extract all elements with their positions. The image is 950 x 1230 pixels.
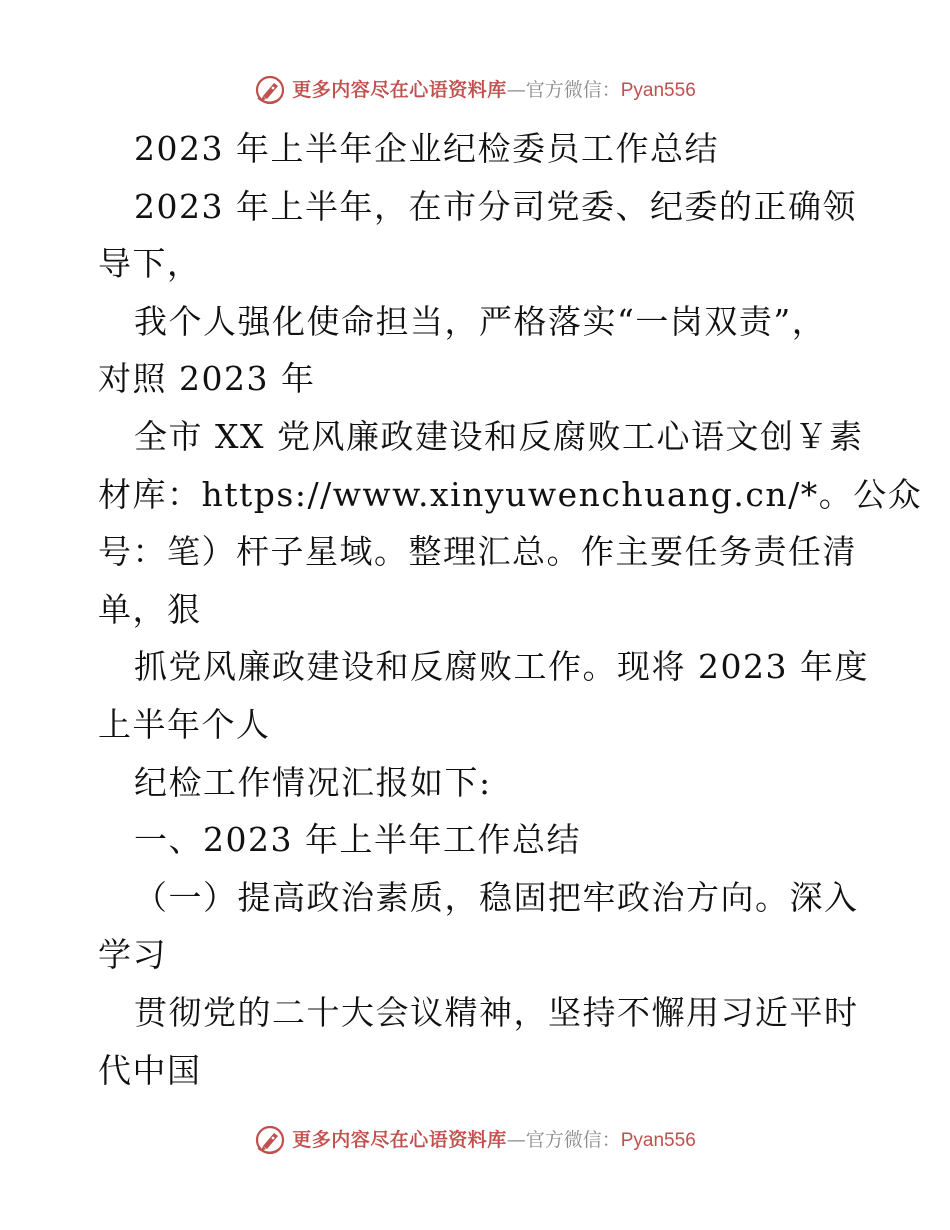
document-title: 2023 年上半年企业纪检委员工作总结 (134, 129, 719, 168)
pen-nib-logo-icon (254, 1124, 286, 1156)
pen-nib-logo-icon (254, 74, 286, 106)
paragraph-line: 2023 年上半年，在市分司党委、纪委的正确领 (134, 186, 857, 226)
banner-separator: — (506, 78, 526, 101)
paragraph-line: 全市 XX 党风廉政建设和反腐败工心语文创￥素 (134, 416, 864, 456)
contact-id: Pyan556 (620, 1129, 696, 1151)
paragraph-line: 导下， (98, 244, 202, 284)
paragraph-line: 材库：https://www.xinyuwenchuang.cn/*。公众 (98, 474, 923, 514)
paragraph-line: 纪检工作情况汇报如下: (134, 762, 492, 802)
paragraph-line: 对照 2023 年 (98, 359, 316, 399)
contact-id: Pyan556 (620, 79, 696, 101)
footer-banner (0, 1120, 950, 1160)
footer-banner-text (292, 1128, 696, 1151)
brand-name: 更多内容尽在心语资料库 (292, 1128, 507, 1151)
document-body (98, 120, 923, 1099)
paragraph-line: 学习 (98, 935, 167, 975)
paragraph-line: 号：笔）杆子星域。整理汇总。作主要任务责任清 (98, 532, 857, 572)
paragraph-line: 抓党风廉政建设和反腐败工作。现将 2023 年度 (134, 647, 869, 687)
brand-name: 更多内容尽在心语资料库 (292, 78, 507, 101)
contact-label: 官方微信： (525, 1128, 621, 1151)
header-banner (0, 70, 950, 110)
paragraph-line: 上半年个人 (98, 704, 271, 744)
paragraph-line: 代中国 (98, 1050, 202, 1090)
paragraph-line: 贯彻党的二十大会议精神，坚持不懈用习近平时 (134, 992, 859, 1032)
subsection-heading: （一）提高政治素质，稳固把牢政治方向。深入 (134, 877, 859, 917)
contact-label: 官方微信： (525, 78, 621, 101)
paragraph-line: 我个人强化使命担当，严格落实“一岗双责”， (134, 301, 827, 341)
banner-separator: — (506, 1128, 526, 1151)
header-banner-text (292, 78, 696, 101)
paragraph-line: 单，狠 (98, 589, 202, 629)
section-heading: 一、2023 年上半年工作总结 (134, 820, 581, 860)
